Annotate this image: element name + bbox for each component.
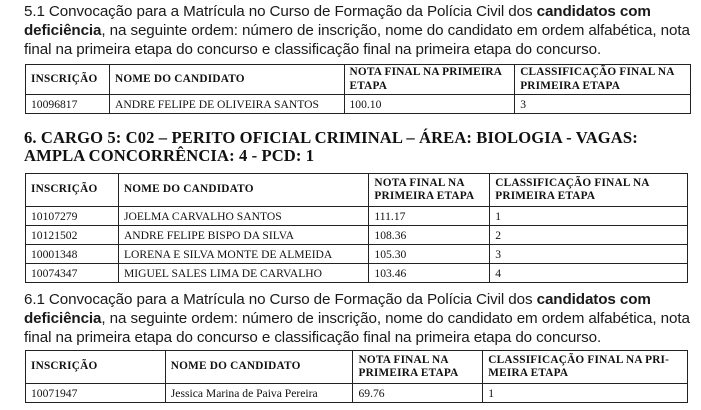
- note-bold-text: candidatos com deficiência: [24, 3, 651, 39]
- table-pcd-cargo-5: [25, 350, 688, 403]
- section-5-1-note: [24, 2, 690, 59]
- col-header-nota: NOTA FINAL NA PRIMEIRA ETAPA: [353, 351, 483, 384]
- cell-classificacao: 2: [490, 226, 688, 245]
- table-header-row: [26, 351, 688, 384]
- table-ampla-concorrencia: [25, 173, 688, 283]
- table-row: [26, 264, 688, 283]
- cell-nota: 108.36: [369, 226, 490, 245]
- note-text: 5.1 Convocação para a Matrícula no Curso de Formação da Polícia Civil dos: [24, 3, 537, 20]
- cell-nota: 105.30: [369, 245, 490, 264]
- col-header-nome: NOME DO CANDIDATO: [118, 174, 368, 207]
- cell-classificacao: 4: [490, 264, 688, 283]
- col-header-classificacao: CLASSIFICAÇÃO FINAL NA PRI-MEIRA ETAPA: [483, 351, 688, 384]
- note-text-end: , na seguinte ordem: número de inscrição, nome do candidato em ordem alfabética, nota final na primeira etapa do concurso e classificação final na primeira etapa do concurso.: [24, 310, 690, 346]
- table-pcd-previous: [25, 64, 691, 114]
- table-row: [26, 226, 688, 245]
- cell-nome: MIGUEL SALES LIMA DE CARVALHO: [118, 264, 368, 283]
- cell-inscricao: 10071947: [26, 384, 166, 403]
- cell-inscricao: 10107279: [26, 207, 119, 226]
- cell-nome: ANDRE FELIPE DE OLIVEIRA SANTOS: [109, 95, 344, 114]
- note-bold-text: candidatos com deficiência: [24, 291, 651, 327]
- note-text-end: , na seguinte ordem: número de inscrição, nome do candidato em ordem alfabética, nota final na primeira etapa do concurso e classificação final na primeira etapa do concurso.: [24, 22, 690, 58]
- col-header-classificacao: CLASSIFICAÇÃO FINAL NA PRIMEIRA ETAPA: [515, 65, 691, 95]
- cell-classificacao: 1: [490, 207, 688, 226]
- col-header-nota: NOTA FINAL NA PRIMEIRA ETAPA: [344, 65, 515, 95]
- cell-inscricao: 10074347: [26, 264, 119, 283]
- col-header-inscricao: INSCRIÇÃO: [26, 351, 166, 384]
- col-header-inscricao: INSCRIÇÃO: [26, 174, 119, 207]
- cell-nome: JOELMA CARVALHO SANTOS: [118, 207, 368, 226]
- table-row: [26, 207, 688, 226]
- cell-classificacao: 1: [483, 384, 688, 403]
- cell-nota: 111.17: [369, 207, 490, 226]
- table-row: [26, 245, 688, 264]
- col-header-nota: NOTA FINAL NA PRIMEIRA ETAPA: [369, 174, 490, 207]
- cell-nota: 100.10: [344, 95, 515, 114]
- col-header-inscricao: INSCRIÇÃO: [26, 65, 110, 95]
- section-6-1-note: [24, 290, 690, 347]
- cell-inscricao: 10096817: [26, 95, 110, 114]
- note-text: 6.1 Convocação para a Matrícula no Curso de Formação da Polícia Civil dos: [24, 291, 537, 308]
- col-header-classificacao: CLASSIFICAÇÃO FINAL NA PRIMEIRA ETAPA: [490, 174, 688, 207]
- col-header-nome: NOME DO CANDIDATO: [165, 351, 353, 384]
- section-6-heading: 6. CARGO 5: C02 – PERITO OFICIAL CRIMINAL – ÁREA: BIOLOGIA - VAGAS: AMPLA CONCORRÊNCIA: 4 - PCD: 1: [24, 128, 638, 165]
- table-header-row: [26, 65, 691, 95]
- cell-classificacao: 3: [490, 245, 688, 264]
- cell-inscricao: 10121502: [26, 226, 119, 245]
- cell-inscricao: 10001348: [26, 245, 119, 264]
- table-header-row: [26, 174, 688, 207]
- cell-classificacao: 3: [515, 95, 691, 114]
- cell-nome: LORENA E SILVA MONTE DE ALMEIDA: [118, 245, 368, 264]
- table-row: [26, 384, 688, 403]
- cell-nota: 69.76: [353, 384, 483, 403]
- cell-nome: ANDRE FELIPE BISPO DA SILVA: [118, 226, 368, 245]
- table-row: [26, 95, 691, 114]
- cell-nome: Jessica Marina de Paiva Pereira: [165, 384, 353, 403]
- col-header-nome: NOME DO CANDIDATO: [109, 65, 344, 95]
- cell-nota: 103.46: [369, 264, 490, 283]
